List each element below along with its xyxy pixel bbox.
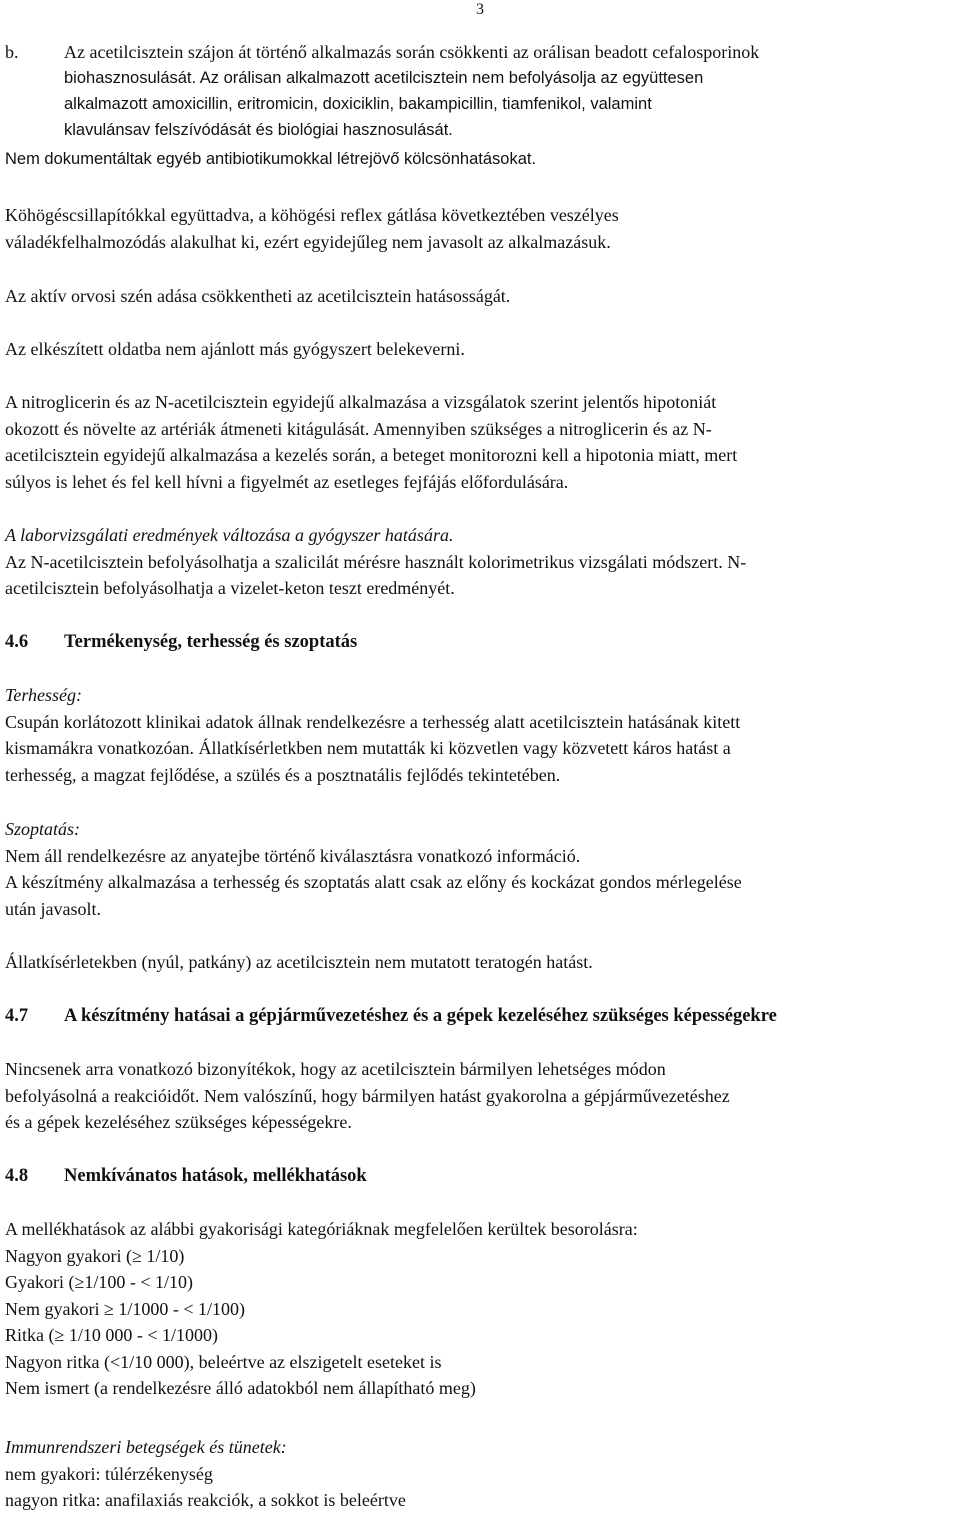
text-line: Állatkísérletekben (nyúl, patkány) az acetilcisztein nem mutatott teratogén hatást. [5,952,593,972]
paragraph-animal-studies [5,949,957,976]
text-line: Csupán korlátozott klinikai adatok állnak rendelkezésre a terhesség alatt acetilcisztein hatásának kitett [5,711,741,732]
frequency-item: Nagyon ritka (<1/10 000), beleértve az elszigetelt eseteket is [5,1351,442,1372]
pregnancy-label: Terhesség: [5,685,83,705]
text-line: váladékfelhalmozódás alakulhat ki, ezért egyidejűleg nem javasolt az alkalmazásuk. [5,231,611,252]
text-line: Az elkészített oldatba nem ajánlott más gyógyszert belekeverni. [5,339,465,359]
text-line: Nincsenek arra vonatkozó bizonyítékok, hogy az acetilcisztein bármilyen lehetséges módon [5,1059,666,1079]
item-label: b. [5,42,19,62]
breastfeeding-label: Szoptatás: [5,819,81,839]
text-line: A készítmény alkalmazása a terhesség és szoptatás alatt csak az előny és kockázat gondos mérlegelése [5,872,742,892]
paragraph-breastfeeding [5,816,957,922]
text-line: nem gyakori: túlérzékenység [5,1463,213,1484]
frequency-item: Ritka (≥ 1/10 000 - < 1/1000) [5,1325,219,1345]
lab-heading: A laborvizsgálati eredmények változása a gyógyszer hatására. [5,525,454,545]
paragraph-pregnancy [5,682,957,788]
text-line: klavulánsav felszívódását és biológiai hasznosulását. [64,121,453,139]
section-number: 4.8 [5,1166,29,1186]
text-line: és a gépek kezeléséhez szükséges képességekre. [5,1112,352,1132]
text-line: acetilcisztein befolyásolhatja a vizelet-keton teszt eredményét. [5,578,455,598]
paragraph-cough-suppressants [5,202,957,255]
text-line: Nem áll rendelkezésre az anyatejbe történő kiválasztásra vonatkozó információ. [5,845,581,866]
section-number: 4.6 [5,632,29,652]
text-line: befolyásolná a reakcióidőt. Nem valószínű, hogy bármilyen hatást gyakorolna a gépjárművezetéshez [5,1085,730,1106]
frequency-item: Gyakori (≥1/100 - < 1/10) [5,1272,193,1292]
section-title: Nemkívánatos hatások, mellékhatások [64,1166,367,1186]
text-line: acetilcisztein egyidejű alkalmazása a kezelés során, a beteget monitorozni kell a hipotonia miatt, mert [5,445,738,465]
section-heading-4-7 [5,1003,957,1030]
text-line: súlyos is lehet és fel kell hívni a figyelmét az esetleges fejfájás előfordulására. [5,471,569,492]
text-line: Az acetilcisztein szájon át történő alkalmazás során csökkenti az orálisan beadott cefalosporinok [64,42,760,62]
section-number: 4.7 [5,1006,29,1026]
paragraph-no-mixing [5,336,957,363]
paragraph-lab [5,522,957,602]
paragraph-driving [5,1056,957,1136]
text-line: biohasznosulását. Az orálisan alkalmazott acetilcisztein nem befolyásolja az együttesen [64,69,704,87]
page-number: 3 [476,1,484,18]
text-line: alkalmazott amoxicillin, eritromicin, doxiciklin, bakampicillin, tiamfenikol, valamint [64,95,652,113]
text-line: után javasolt. [5,898,101,919]
paragraph-no-other-antibiotics [5,146,957,173]
text-line: Nem dokumentáltak egyéb antibiotikumokkal létrejövő kölcsönhatásokat. [5,150,537,168]
section-title: A készítmény hatásai a gépjárművezetéshez és a gépek kezeléséhez szükséges képességekre [64,1006,777,1026]
paragraph-frequencies [5,1216,957,1402]
immune-heading: Immunrendszeri betegségek és tünetek: [5,1437,287,1457]
text-line: Köhögéscsillapítókkal együttadva, a köhögési reflex gátlása következtében veszélyes [5,205,619,225]
paragraph-nitroglycerin [5,389,957,495]
text-line: okozott és növelte az artériák átmeneti kitágulását. Amennyiben szükséges a nitroglicerin és az N- [5,418,712,439]
frequency-item: Nem gyakori ≥ 1/1000 - < 1/100) [5,1298,245,1319]
text-line: Az aktív orvosi szén adása csökkentheti az acetilcisztein hatásosságát. [5,286,511,306]
section-title: Termékenység, terhesség és szoptatás [64,632,358,652]
item-b-text [64,39,960,143]
text-line: Az N-acetilcisztein befolyásolhatja a szalicilát mérésre használt kolorimetrikus vizsgálati módszert. N- [5,551,747,572]
section-heading-4-6 [5,629,957,656]
text-line: terhesség, a magzat fejlődése, a szülés és a posztnatális fejlődés tekintetében. [5,764,561,785]
section-heading-4-8 [5,1163,957,1190]
frequency-intro: A mellékhatások az alábbi gyakorisági kategóriáknak megfelelően kerültek besorolásra: [5,1219,638,1239]
paragraph-charcoal [5,283,957,310]
text-line: nagyon ritka: anafilaxiás reakciók, a sokkot is beleértve [5,1490,406,1510]
frequency-item: Nem ismert (a rendelkezésre álló adatokból nem állapítható meg) [5,1378,476,1398]
text-line: kismamákra vonatkozóan. Állatkísérletkben nem mutatták ki közvetlen vagy közvetett káros hatást a [5,738,731,758]
paragraph-immune [5,1434,957,1514]
text-line: A nitroglicerin és az N-acetilcisztein egyidejű alkalmazása a vizsgálatok szerint jelentős hipotoniát [5,392,717,412]
frequency-item: Nagyon gyakori (≥ 1/10) [5,1245,185,1266]
